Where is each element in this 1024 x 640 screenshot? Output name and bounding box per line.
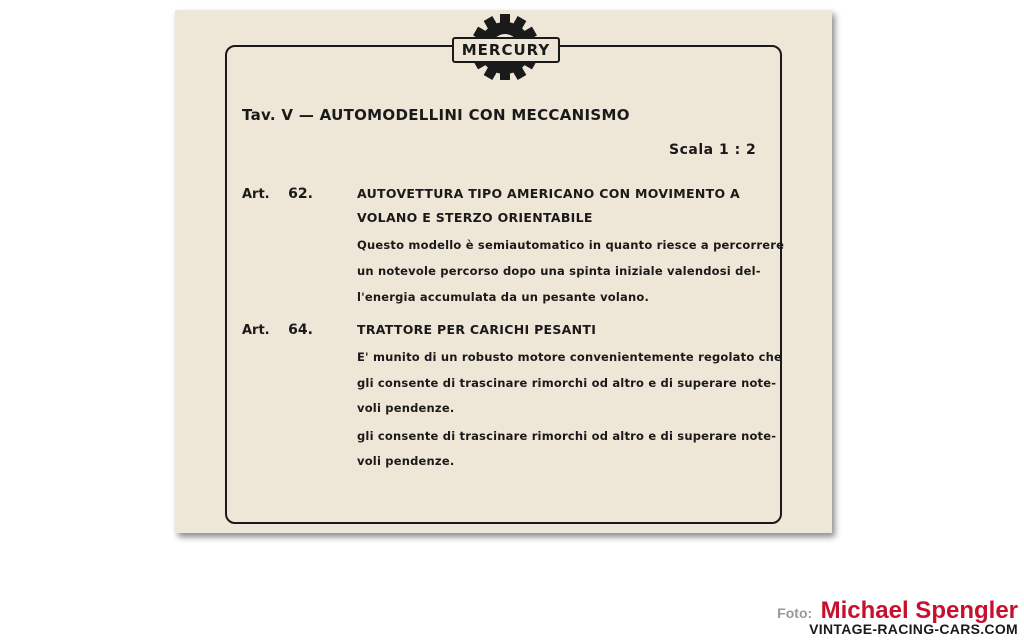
article-body-line: l'energia accumulata da un pesante volano.: [357, 290, 650, 304]
article-body-line: un notevole percorso dopo una spinta iniziale valendosi del-: [357, 264, 761, 278]
mercury-logo: [440, 10, 570, 80]
article-body-line: voli pendenze.: [357, 454, 455, 468]
article-label: [242, 322, 313, 338]
article-prefix: Art.: [242, 323, 270, 338]
article-heading-line: VOLANO E STERZO ORIENTABILE: [357, 210, 593, 225]
article-body-line: E' munito di un robusto motore convenientemente regolato che: [357, 350, 783, 364]
article-body-line: gli consente di trascinare rimorchi od altro e di superare note-: [357, 376, 777, 390]
article-label: [242, 186, 313, 202]
article-prefix: Art.: [242, 187, 270, 202]
article-body-line: gli consente di trascinare rimorchi od altro e di superare note-: [357, 429, 777, 443]
article-heading-line: AUTOVETTURA TIPO AMERICANO CON MOVIMENTO A: [357, 186, 741, 201]
brand-label: MERCURY: [452, 37, 560, 63]
article-number: 62.: [288, 186, 313, 202]
article-body-line: Questo modello è semiautomatico in quanto riesce a percorrere: [357, 238, 785, 252]
credit-site: VINTAGE-RACING-CARS.COM: [809, 621, 1018, 637]
article-number: 64.: [288, 322, 313, 338]
article-heading-line: TRATTORE PER CARICHI PESANTI: [357, 322, 597, 337]
article-body-line: voli pendenze.: [357, 401, 455, 415]
catalog-page: [175, 10, 832, 533]
page-title: Tav. V — AUTOMODELLINI CON MECCANISMO: [242, 106, 630, 124]
scale-label: Scala 1 : 2: [669, 142, 757, 158]
credit-label: Foto:: [777, 605, 813, 621]
credit-name: Michael Spengler: [820, 597, 1018, 624]
